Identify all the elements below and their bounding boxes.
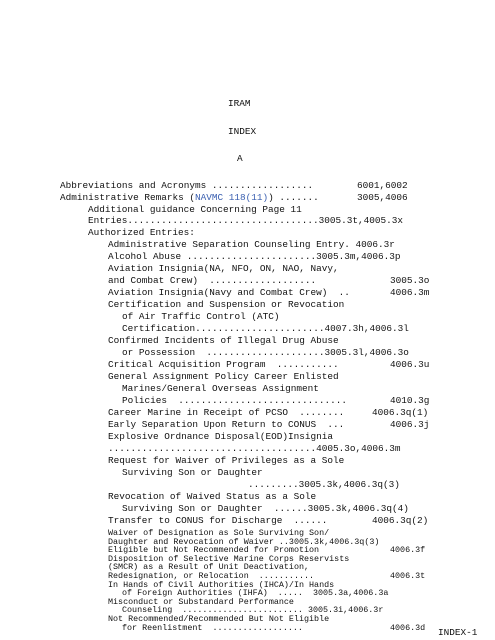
index-entry: and Combat Crew) ................... 3005.3o [108, 275, 430, 286]
index-entry: Certification and Suspension or Revocation [108, 299, 345, 310]
index-entry: or Possession .....................3005.3l,4006.3o [122, 347, 409, 358]
index-entry: .........3005.3k,4006.3q(3) [248, 479, 400, 490]
index-entry: of Foreign Authorities (IHFA) ..... 3005.3a,4006.3a [122, 588, 389, 599]
index-entry: Misconduct or Substandard Performance [108, 596, 294, 607]
index-entry: Career Marine in Receipt of PCSO ........ 4006.3q(1) [108, 407, 429, 418]
index-entry: Administrative Separation Counseling Entry. 4006.3r [108, 239, 395, 250]
index-entry: Eligible but Not Recommended for Promotion 4006.3f [108, 545, 426, 556]
index-entry: Disposition of Selective Marine Corps Reservists [108, 553, 350, 564]
index-entry: Aviation Insignia(NA, NFO, ON, NAO, Navy, [108, 263, 339, 274]
index-entry: Not Recommended/Recommended But Not Eligible [108, 614, 330, 624]
index-entry: .....................................4005.3o,4006.3m [108, 443, 401, 454]
section-title-line [0, 126, 495, 138]
footer-line [0, 627, 495, 639]
index-entry: Counseling ........................ 3005.3i,4006.3r [122, 605, 384, 616]
index-entry: Surviving Son or Daughter [122, 467, 263, 478]
index-entry: Certification.......................4007.3h,4006.3l [122, 323, 409, 334]
index-entry: Request for Waiver of Privileges as a Sole [108, 455, 345, 466]
index-entry: Policies .............................. 4010.3g [122, 395, 430, 406]
index-entry: Authorized Entries: [88, 227, 195, 238]
doc-title: IRAM [228, 98, 251, 109]
index-entry: Additional guidance Concerning Page 11 [88, 204, 302, 215]
navmc-reference-link[interactable]: NAVMC 118(11) [195, 192, 269, 203]
doc-title-line [0, 98, 495, 110]
index-entry: Critical Acquisition Program ........... 4006.3u [108, 359, 430, 370]
index-entry: (SMCR) as a Result of Unit Deactivation, [108, 562, 310, 573]
index-entry: Aviation Insignia(Navy and Combat Crew) .. 4006.3m [108, 287, 430, 298]
index-entry: Administrative Remarks (NAVMC 118(11)) ....... 3005,4006 [60, 192, 408, 203]
index-entry: Redesignation, or Relocation ........... 4006.3t [108, 571, 426, 581]
index-entry: Revocation of Waived Status as a Sole [108, 491, 317, 502]
index-entry-text: Administrative Remarks (NAVMC 118(11)) ....... [60, 192, 319, 203]
index-entry: Abbreviations and Acronyms .................. 6001,6002 [60, 180, 408, 191]
index-entry: Confirmed Incidents of Illegal Drug Abuse [108, 335, 339, 346]
index-entry: General Assignment Policy Career Enlisted [108, 371, 339, 382]
index-entry: Entries..................................3005.3t,4005.3x [88, 215, 404, 226]
page-number: INDEX-1 [438, 627, 478, 638]
section-title: INDEX [228, 126, 257, 137]
index-entry: Surviving Son or Daughter ......3005.3k,4006.3q(4) [122, 503, 409, 514]
index-entry: Waiver of Designation as Sole Surviving Son/ [108, 528, 330, 538]
index-entry: In Hands of Civil Authorities (IHCA)/In Hands [108, 579, 335, 590]
index-entry: Daughter and Revocation of Waiver ..3005.3k,4006.3q(3) [108, 536, 380, 547]
index-entry: for Reenlistment .................. 4006.3d [122, 622, 426, 633]
index-letter-line [0, 153, 495, 165]
index-letter: A [237, 153, 243, 164]
index-entry: Alcohol Abuse .......................3005.3m,4006.3p [108, 251, 401, 262]
index-entry: Transfer to CONUS for Discharge ...... 4006.3q(2) [108, 515, 429, 526]
index-entry: Marines/General Overseas Assignment [122, 383, 319, 394]
index-entry: of Air Traffic Control (ATC) [122, 311, 280, 322]
index-entry: Explosive Ordnance Disposal(EOD)Insignia [108, 431, 334, 442]
index-entry: Early Separation Upon Return to CONUS ... 4006.3j [108, 419, 430, 430]
